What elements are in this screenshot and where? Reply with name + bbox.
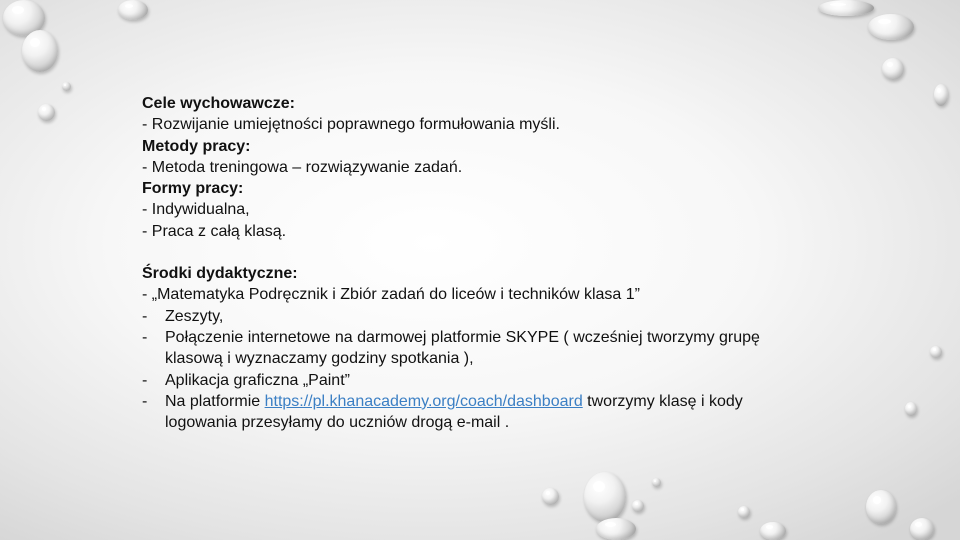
water-drop-icon bbox=[882, 58, 904, 80]
goals-heading: Cele wychowawcze: bbox=[142, 95, 295, 112]
list-item bbox=[142, 370, 762, 391]
goals-line: - Rozwijanie umiejętności poprawnego formułowania myśli. bbox=[142, 116, 560, 134]
slide-content bbox=[142, 93, 762, 433]
teaching-aids-line: - „Matematyka Podręcznik i Zbiór zadań do liceów i techników klasa 1” bbox=[142, 286, 640, 304]
water-drop-icon bbox=[760, 522, 786, 540]
water-drop-icon bbox=[652, 478, 661, 487]
teaching-aids-heading: Środki dydaktyczne: bbox=[142, 265, 298, 283]
list-dash: - bbox=[142, 371, 148, 389]
list-item bbox=[142, 391, 762, 434]
water-drop-icon bbox=[868, 14, 914, 40]
list-item bbox=[142, 306, 762, 327]
water-drop-icon bbox=[3, 0, 45, 36]
section-spacer bbox=[142, 242, 762, 263]
water-drop-icon bbox=[910, 518, 934, 540]
water-drop-icon bbox=[738, 506, 750, 518]
water-drop-icon bbox=[38, 104, 55, 121]
water-drop-icon bbox=[584, 472, 626, 522]
list-item-suffix: tworzymy klasę i kody logowania przesyłamy do uczniów drogą e-mail . bbox=[165, 392, 743, 432]
water-drop-icon bbox=[596, 518, 636, 540]
list-item-text: Zeszyty, bbox=[165, 307, 224, 325]
water-drop-icon bbox=[930, 346, 942, 358]
water-drop-icon bbox=[934, 84, 948, 106]
list-dash: - bbox=[142, 307, 148, 325]
water-drop-icon bbox=[118, 0, 148, 20]
forms-heading: Formy pracy: bbox=[142, 180, 244, 198]
water-drop-icon bbox=[542, 488, 559, 505]
water-drop-icon bbox=[22, 30, 58, 72]
methods-line: - Metoda treningowa – rozwiązywanie zadań. bbox=[142, 158, 463, 176]
water-drop-icon bbox=[62, 82, 71, 91]
list-item-text: Aplikacja graficzna „Paint” bbox=[165, 371, 350, 389]
forms-line: - Praca z całą klasą. bbox=[142, 222, 287, 240]
list-item-text: Połączenie internetowe na darmowej platformie SKYPE ( wcześniej tworzymy grupę klasową i wyznaczamy godziny spotkania ), bbox=[165, 328, 760, 368]
methods-heading: Metody pracy: bbox=[142, 137, 251, 155]
list-item-prefix: Na platformie bbox=[165, 392, 265, 410]
water-drop-icon bbox=[866, 490, 896, 524]
water-drop-icon bbox=[632, 500, 644, 512]
list-dash: - bbox=[142, 392, 148, 410]
list-dash: - bbox=[142, 328, 148, 346]
water-drop-icon bbox=[905, 402, 917, 416]
khanacademy-link[interactable]: https://pl.khanacademy.org/coach/dashboard bbox=[264, 392, 583, 410]
forms-line: - Indywidualna, bbox=[142, 201, 250, 219]
list-item bbox=[142, 327, 762, 370]
water-drop-icon bbox=[818, 0, 874, 16]
